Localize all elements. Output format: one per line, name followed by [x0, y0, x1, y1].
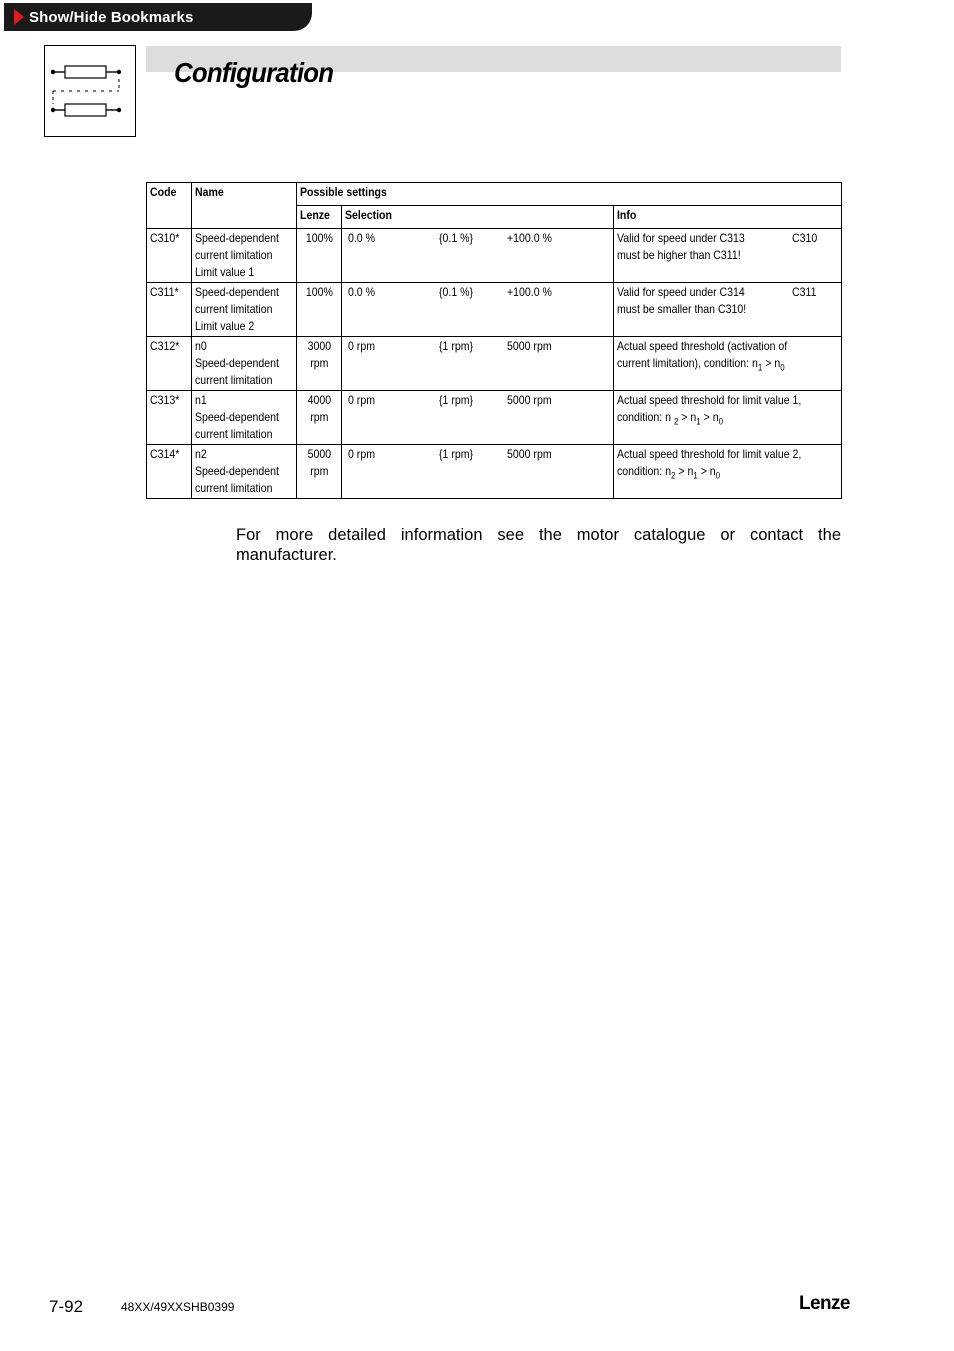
name-cell: Speed-dependent current limitation Limit value 1 [191, 229, 296, 283]
table-header-row [147, 183, 842, 206]
selection-cell: 0.0 % {0.1 %} +100.0 % [341, 283, 613, 337]
info-cell: Actual speed threshold (activation of current limitation), condition: $n_1 > n_0$ [614, 337, 842, 391]
code-cell: C313* [147, 391, 192, 445]
show-hide-bookmarks-button[interactable] [4, 3, 312, 31]
selection-cell: 0 rpm {1 rpm} 5000 rpm [341, 391, 613, 445]
code-cell: C311* [147, 283, 192, 337]
lenze-cell: 4000 rpm [296, 391, 341, 445]
lenze-cell: 100% [296, 283, 341, 337]
code-cell: C310* [147, 229, 192, 283]
table-row [147, 229, 842, 283]
bookmarks-label: Show/Hide Bookmarks [29, 8, 194, 26]
page-title: Configuration [174, 57, 334, 88]
configuration-table [146, 182, 842, 499]
name-cell: n1 Speed-dependent current limitation [191, 391, 296, 445]
info-cell: Actual speed threshold for limit value 1, condition: n $_2 > n_1 > n_0$ [614, 391, 842, 445]
table-row [147, 283, 842, 337]
lenze-cell: 100% [296, 229, 341, 283]
table-row [147, 445, 842, 499]
table-row [147, 391, 842, 445]
lenze-cell: 5000 rpm [296, 445, 341, 499]
note-paragraph: For more detailed information see the motor catalogue or contact the manufacturer. [236, 526, 841, 564]
lenze-cell: 3000 rpm [296, 337, 341, 391]
header-info: Info [614, 206, 842, 229]
table-row [147, 337, 842, 391]
name-cell: n2 Speed-dependent current limitation [191, 445, 296, 499]
selection-cell: 0.0 % {0.1 %} +100.0 % [341, 229, 613, 283]
name-cell: Speed-dependent current limitation Limit value 2 [191, 283, 296, 337]
code-cell: C314* [147, 445, 192, 499]
configuration-chapter-icon [44, 45, 136, 137]
code-cell: C312* [147, 337, 192, 391]
play-arrow-icon [14, 9, 24, 25]
name-cell: n0 Speed-dependent current limitation [191, 337, 296, 391]
selection-cell: 0 rpm {1 rpm} 5000 rpm [341, 337, 613, 391]
header-lenze: Lenze [296, 206, 341, 229]
header-selection: Selection [341, 206, 613, 229]
info-cell: Actual speed threshold for limit value 2, condition: $n_2 > n_1 > n_0$ [614, 445, 842, 499]
info-cell: Valid for speed under C314 C311 must be smaller than C310! [614, 283, 842, 337]
document-id: 48XX/49XXSHB0399 [121, 1300, 235, 1314]
info-cell: Valid for speed under C313 C310 must be higher than C311! [614, 229, 842, 283]
header-code: Code [147, 183, 192, 229]
brand-logo: Lenze [799, 1293, 850, 1314]
selection-cell: 0 rpm {1 rpm} 5000 rpm [341, 445, 613, 499]
page-number: 7-92 [49, 1297, 84, 1316]
header-name: Name [191, 183, 296, 229]
circuit-diagram-icon [45, 46, 135, 136]
header-possible-settings: Possible settings [296, 183, 841, 206]
